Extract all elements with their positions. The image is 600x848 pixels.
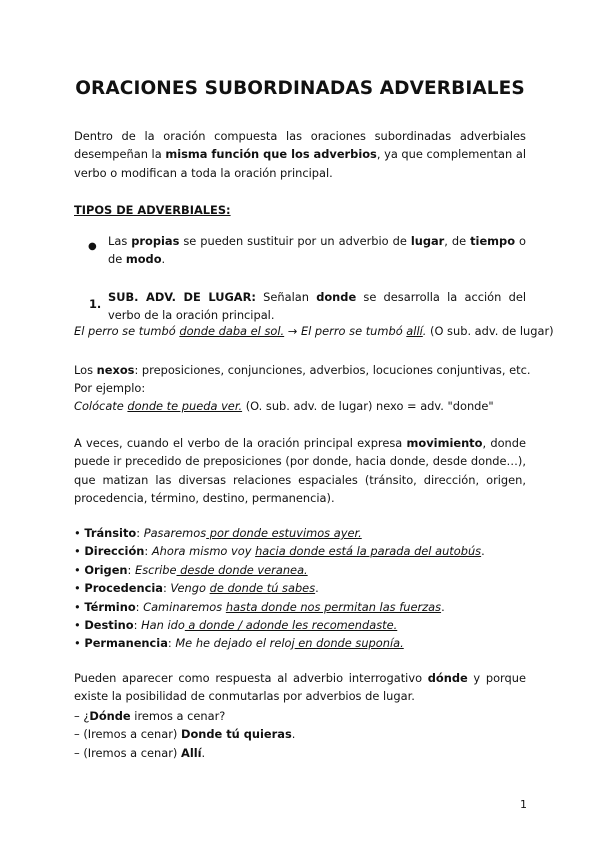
- list-item: • Permanencia: Me he dejado el reloj en donde suponía.: [74, 636, 404, 651]
- item-sub-adv-lugar: SUB. ADV. DE LUGAR: Señalan donde se desarrolla la acción del verbo de la oración principal.: [108, 290, 526, 323]
- section-heading: TIPOS DE ADVERBIALES:: [74, 203, 231, 217]
- page-number: 1: [520, 798, 527, 811]
- movimiento-paragraph: A veces, cuando el verbo de la oración principal expresa movimiento, donde puede ir precedido de preposiciones (por donde, hacia donde, desde donde…), que matizan las diversas relaciones espaciales (tránsito, dirección, origen, procedencia, término, destino, permanencia).: [74, 436, 526, 506]
- example-lugar: El perro se tumbó donde daba el sol. → El perro se tumbó allí. (O sub. adv. de lugar): [74, 324, 554, 338]
- list-item: • Destino: Han ido a donde / adonde les recomendaste.: [74, 617, 398, 632]
- list-item: • Procedencia: Vengo de donde tú sabes.: [74, 581, 319, 596]
- arrow-icon: →: [284, 324, 301, 338]
- dialogue-answer-1: – (Iremos a cenar) Donde tú quieras.: [74, 727, 296, 741]
- nexos-line: Los nexos: preposiciones, conjunciones, adverbios, locuciones conjuntivas, etc.: [74, 363, 531, 377]
- relations-list: [74, 524, 534, 653]
- respuesta-paragraph: Pueden aparecer como respuesta al adverbio interrogativo dónde y porque existe la posibilidad de conmutarlas por adverbios de lugar.: [74, 671, 526, 704]
- item-number: 1.: [89, 297, 102, 311]
- bullet-icon: ●: [88, 241, 97, 252]
- por-ejemplo: Por ejemplo:: [74, 381, 146, 395]
- example-nexo: Colócate donde te pueda ver. (O. sub. adv. de lugar) nexo = adv. "donde": [74, 399, 494, 413]
- list-item: • Origen: Escribe desde donde veranea.: [74, 562, 308, 577]
- list-item: • Dirección: Ahora mismo voy hacia donde está la parada del autobús.: [74, 544, 485, 559]
- list-item: • Tránsito: Pasaremos por donde estuvimos ayer.: [74, 526, 362, 540]
- dialogue-question: – ¿Dónde iremos a cenar?: [74, 709, 226, 723]
- bullet-propias: Las propias se pueden sustituir por un adverbio de lugar, de tiempo o de modo.: [108, 234, 526, 267]
- page-title: ORACIONES SUBORDINADAS ADVERBIALES: [75, 78, 525, 99]
- list-item: • Término: Caminaremos hasta donde nos permitan las fuerzas.: [74, 599, 445, 614]
- intro-paragraph: Dentro de la oración compuesta las oraciones subordinadas adverbiales desempeñan la misma función que los adverbios, ya que complementan al verbo o modifican a toda la oración principal.: [74, 129, 526, 180]
- dialogue-answer-2: – (Iremos a cenar) Allí.: [74, 746, 206, 760]
